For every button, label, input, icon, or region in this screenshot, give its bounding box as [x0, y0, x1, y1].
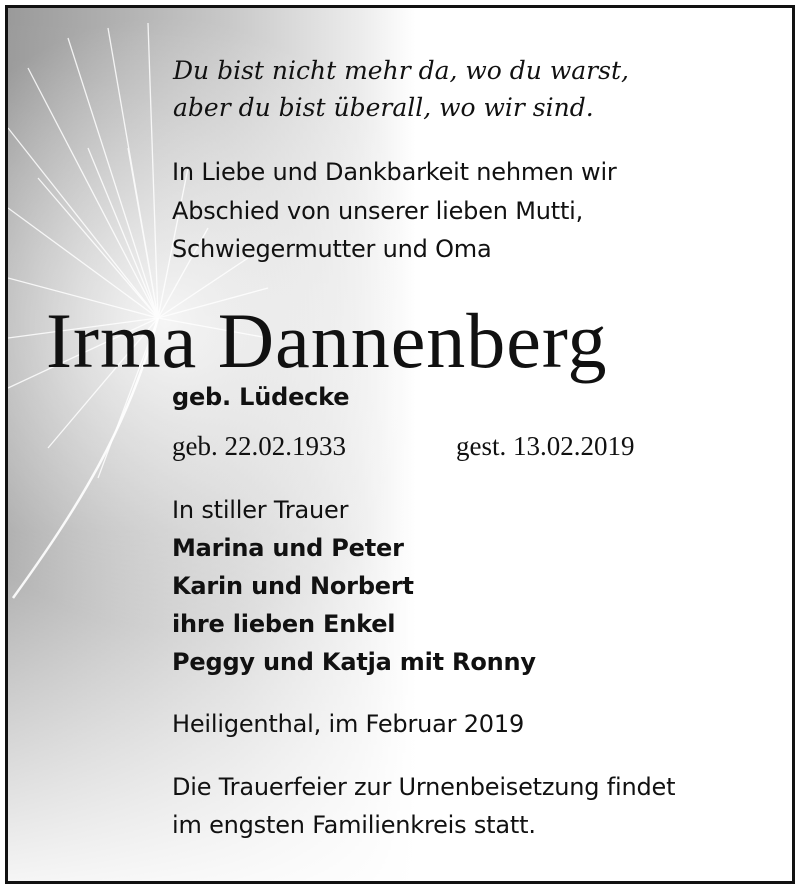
mourner-1: Marina und Peter	[172, 534, 404, 562]
intro-line-3: Schwiegermutter und Oma	[172, 235, 492, 263]
dandelion-background-image	[8, 8, 792, 881]
deceased-name: Irma Dannenberg	[46, 297, 608, 384]
mourner-4: Peggy und Katja mit Ronny	[172, 648, 536, 676]
death-date: gest. 13.02.2019	[456, 431, 635, 461]
funeral-note-line-2: im engsten Familienkreis statt.	[172, 811, 536, 839]
intro-line-1: In Liebe und Dankbarkeit nehmen wir	[172, 158, 617, 186]
mourner-2: Karin und Norbert	[172, 572, 414, 600]
funeral-note-line-1: Die Trauerfeier zur Urnenbeisetzung findet	[172, 773, 676, 801]
obituary-frame	[5, 5, 795, 884]
mourner-3: ihre lieben Enkel	[172, 610, 396, 638]
intro-line-2: Abschied von unserer lieben Mutti,	[172, 197, 584, 225]
place-date: Heiligenthal, im Februar 2019	[172, 710, 525, 738]
maiden-name: geb. Lüdecke	[172, 383, 350, 411]
mourners-heading: In stiller Trauer	[172, 496, 349, 524]
birth-date: geb. 22.02.1933	[172, 431, 346, 461]
verse-line-1: Du bist nicht mehr da, wo du warst,	[173, 56, 629, 85]
verse-line-2: aber du bist überall, wo wir sind.	[173, 93, 594, 122]
